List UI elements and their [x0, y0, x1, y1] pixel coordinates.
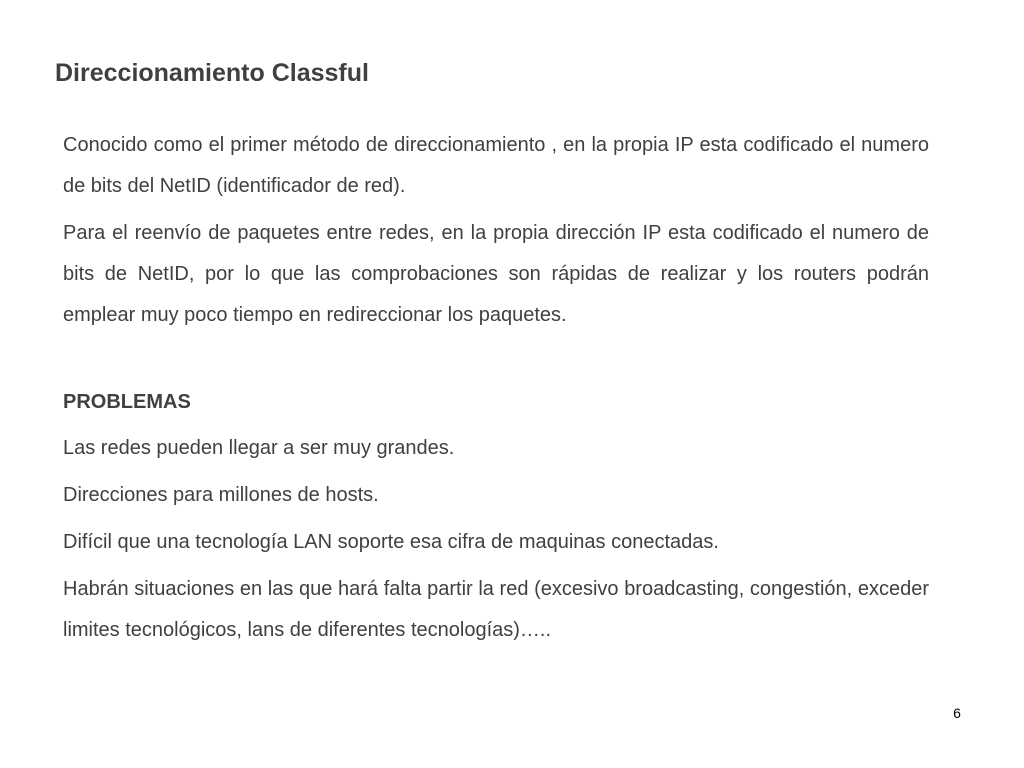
problem-item: Las redes pueden llegar a ser muy grandes. — [63, 437, 455, 459]
problems-heading: PROBLEMAS — [63, 391, 191, 413]
slide-title: Direccionamiento Classful — [55, 59, 369, 87]
problem-item: Direcciones para millones de hosts. — [63, 484, 379, 506]
section-spacer — [63, 342, 929, 382]
problem-item: Difícil que una tecnología LAN soporte esa cifra de maquinas conectadas. — [63, 531, 719, 553]
forwarding-paragraph: Para el reenvío de paquetes entre redes, en la propia dirección IP esta codificado el numero de bits de NetID, por lo que las comprobaciones son rápidas de realizar y los routers podrán emplear muy poco tiempo en redireccionar los paquetes. — [63, 222, 929, 326]
problem-item: Habrán situaciones en las que hará falta partir la red (excesivo broadcasting, congestión, exceder limites tecnológicos, lans de diferentes tecnologías)….. — [63, 578, 929, 641]
slide-body — [63, 125, 929, 657]
intro-paragraph: Conocido como el primer método de direccionamiento , en la propia IP esta codificado el numero de bits del NetID (identificador de red). — [63, 134, 929, 197]
page-number: 6 — [953, 705, 961, 721]
